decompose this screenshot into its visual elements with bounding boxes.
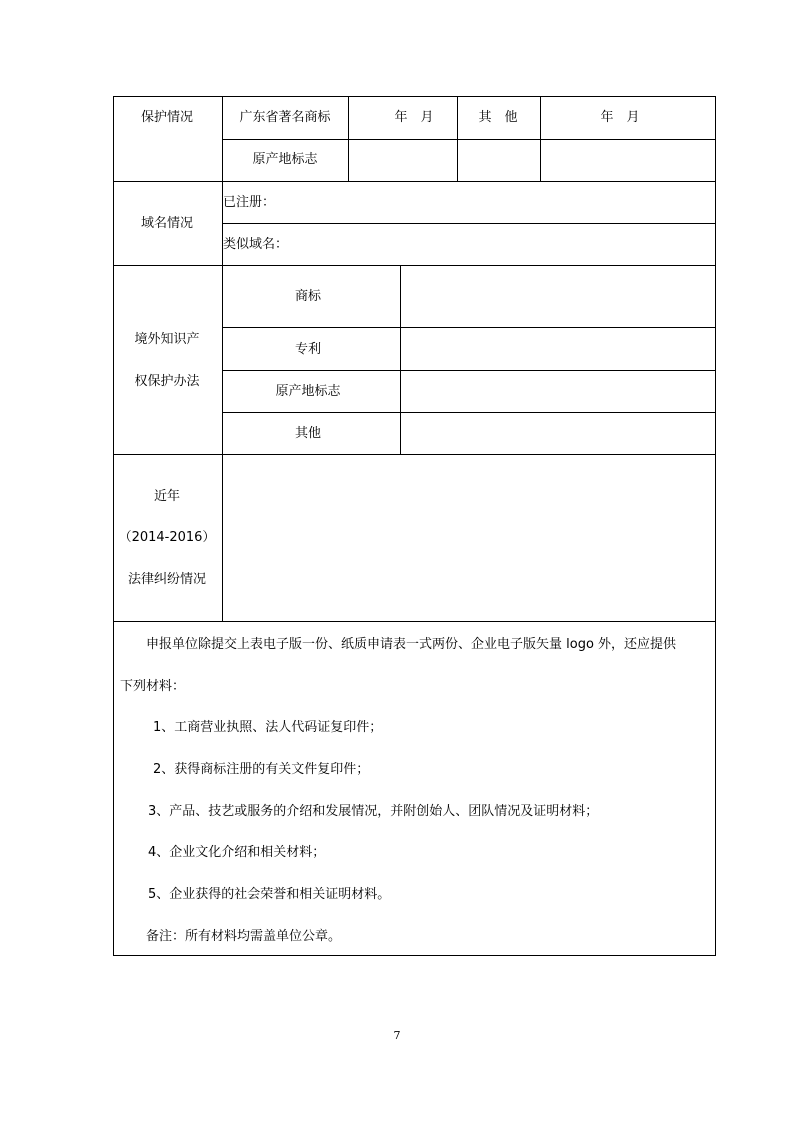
row-divider bbox=[222, 370, 716, 371]
origin-mark-cell: 原产地标志 bbox=[252, 152, 318, 167]
table-top-border bbox=[113, 96, 716, 97]
disputes-label-line3: 法律纠纷情况 bbox=[127, 572, 207, 587]
overseas-item-other: 其他 bbox=[294, 426, 322, 441]
notes-item-4: 4、企业文化介绍和相关材料； bbox=[148, 845, 326, 860]
table-bottom-border bbox=[113, 955, 716, 956]
overseas-label-line2: 权保护办法 bbox=[134, 374, 200, 389]
table-left-border bbox=[113, 96, 114, 955]
overseas-label-line1: 境外知识产 bbox=[134, 332, 200, 347]
protection-label: 保护情况 bbox=[140, 110, 194, 125]
famous-trademark-cell: 广东省著名商标 bbox=[239, 110, 331, 125]
table-right-border bbox=[715, 96, 716, 955]
overseas-item-patent: 专利 bbox=[294, 342, 322, 357]
overseas-item-origin-mark: 原产地标志 bbox=[275, 384, 341, 399]
domain-registered: 已注册： bbox=[223, 195, 276, 210]
label-column-divider bbox=[222, 96, 223, 621]
disputes-label-line2: （2014-2016） bbox=[118, 530, 216, 545]
famous-trademark-date: 年 月 bbox=[394, 110, 434, 125]
notes-item-3: 3、产品、技艺或服务的介绍和发展情况，并附创始人、团队情况及证明材料； bbox=[148, 804, 599, 819]
disputes-label-line1: 近年 bbox=[153, 489, 181, 504]
notes-intro-line2: 下列材料： bbox=[120, 679, 186, 694]
column-divider bbox=[457, 96, 458, 181]
row-divider bbox=[113, 621, 716, 622]
page-number: 7 bbox=[393, 1029, 401, 1042]
other-date: 年 月 bbox=[600, 110, 640, 125]
column-divider bbox=[540, 96, 541, 181]
domain-label: 域名情况 bbox=[140, 216, 194, 231]
column-divider bbox=[348, 96, 349, 181]
notes-item-1: 1、工商营业执照、法人代码证复印件； bbox=[153, 720, 383, 735]
row-divider bbox=[222, 327, 716, 328]
row-divider bbox=[113, 265, 716, 266]
column-divider bbox=[400, 265, 401, 454]
row-divider bbox=[113, 454, 716, 455]
row-divider bbox=[222, 139, 716, 140]
notes-remark: 备注：所有材料均需盖单位公章。 bbox=[146, 929, 342, 944]
other-label: 其 他 bbox=[478, 110, 518, 125]
overseas-item-trademark: 商标 bbox=[294, 289, 322, 304]
row-divider bbox=[222, 412, 716, 413]
notes-item-2: 2、获得商标注册的有关文件复印件； bbox=[153, 762, 370, 777]
notes-item-5: 5、企业获得的社会荣誉和相关证明材料。 bbox=[148, 887, 391, 902]
domain-similar: 类似域名： bbox=[223, 237, 289, 252]
notes-intro-line1: 申报单位除提交上表电子版一份、纸质申请表一式两份、企业电子版矢量 logo 外，还应提供 bbox=[146, 637, 677, 652]
row-divider bbox=[113, 181, 716, 182]
row-divider bbox=[222, 223, 716, 224]
